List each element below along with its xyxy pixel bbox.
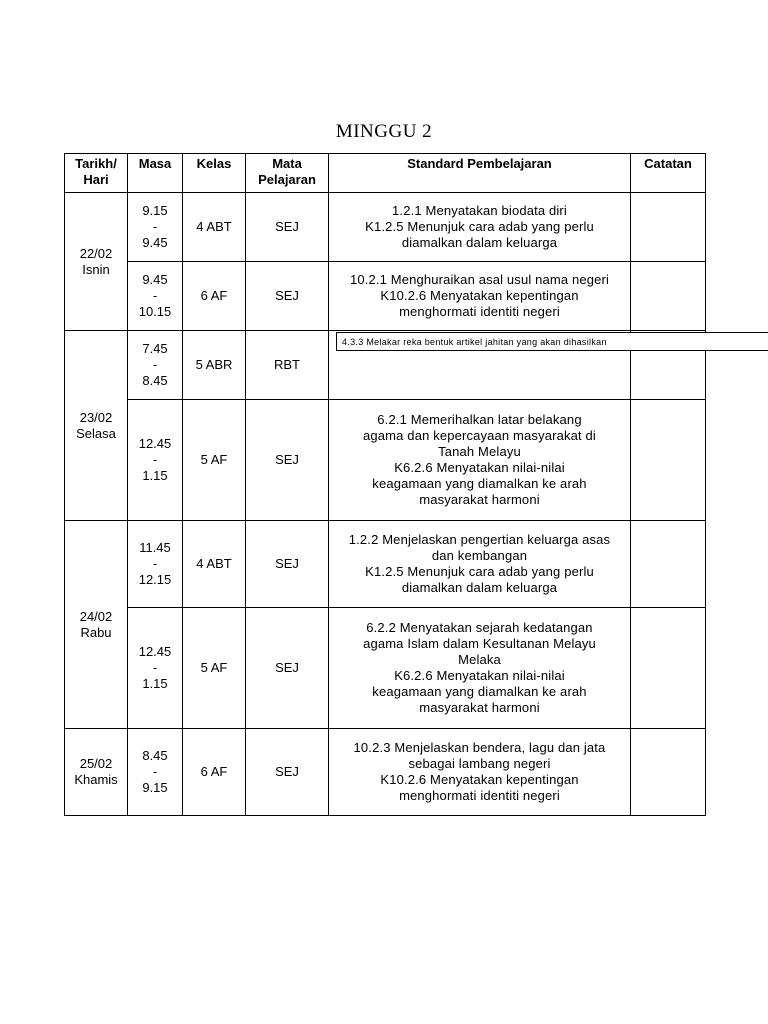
subject-cell: SEJ [246, 521, 329, 608]
class-cell: 4 ABT [183, 521, 246, 608]
standard-cell: 6.2.2 Menyatakan sejarah kedatangan agama Islam dalam Kesultanan Melayu Melaka K6.2.6 Menyatakan nilai-nilai keagamaan yang diamalkan ke arah masyarakat harmoni [329, 608, 631, 729]
standard-cell: 6.2.1 Memerihalkan latar belakang agama dan kepercayaan masyarakat di Tanah Melayu K6.2.6 Menyatakan nilai-nilai keagamaan yang diamalkan ke arah masyarakat harmoni [329, 400, 631, 521]
table-row [65, 729, 706, 816]
table-row [65, 400, 706, 521]
time-cell: 9.15 - 9.45 [128, 193, 183, 262]
date-cell: 24/02 Rabu [65, 521, 128, 729]
notes-cell [631, 608, 706, 729]
class-cell: 5 AF [183, 400, 246, 521]
date-cell: 25/02 Khamis [65, 729, 128, 816]
subject-cell: SEJ [246, 729, 329, 816]
subject-cell: SEJ [246, 400, 329, 521]
header-kelas: Kelas [183, 154, 246, 193]
standard-cell: 1.2.2 Menjelaskan pengertian keluarga asas dan kembangan K1.2.5 Menunjuk cara adab yang perlu diamalkan dalam keluarga [329, 521, 631, 608]
time-cell: 7.45 - 8.45 [128, 331, 183, 400]
subject-cell: SEJ [246, 262, 329, 331]
date-cell: 22/02 Isnin [65, 193, 128, 331]
subject-cell: SEJ [246, 608, 329, 729]
notes-cell [631, 400, 706, 521]
schedule-table [64, 153, 706, 816]
subject-cell: SEJ [246, 193, 329, 262]
notes-cell [631, 193, 706, 262]
header-row [65, 154, 706, 193]
table-row [65, 193, 706, 262]
class-cell: 5 AF [183, 608, 246, 729]
time-cell: 9.45 - 10.15 [128, 262, 183, 331]
standard-cell: 10.2.1 Menghuraikan asal usul nama negeri K10.2.6 Menyatakan kepentingan menghormati identiti negeri [329, 262, 631, 331]
notes-cell [631, 262, 706, 331]
standard-cell: 1.2.1 Menyatakan biodata diri K1.2.5 Menunjuk cara adab yang perlu diamalkan dalam keluarga [329, 193, 631, 262]
time-cell: 8.45 - 9.15 [128, 729, 183, 816]
header-tarikh: Tarikh/ Hari [65, 154, 128, 193]
time-cell: 12.45 - 1.15 [128, 400, 183, 521]
page-title: MINGGU 2 [335, 121, 433, 142]
class-cell: 6 AF [183, 729, 246, 816]
class-cell: 4 ABT [183, 193, 246, 262]
table-row [65, 521, 706, 608]
standard-cell: 10.2.3 Menjelaskan bendera, lagu dan jata sebagai lambang negeri K10.2.6 Menyatakan kepentingan menghormati identiti negeri [329, 729, 631, 816]
class-cell: 6 AF [183, 262, 246, 331]
notes-cell [631, 521, 706, 608]
header-mata-pelajaran: Mata Pelajaran [246, 154, 329, 193]
header-masa: Masa [128, 154, 183, 193]
header-standard: Standard Pembelajaran [329, 154, 631, 193]
header-catatan: Catatan [631, 154, 706, 193]
notes-cell [631, 729, 706, 816]
table-row [65, 608, 706, 729]
subject-cell: RBT [246, 331, 329, 400]
time-cell: 12.45 - 1.15 [128, 608, 183, 729]
time-cell: 11.45 - 12.15 [128, 521, 183, 608]
overlay-text-box[interactable]: 4.3.3 Melakar reka bentuk artikel jahitan yang akan dihasilkan [336, 332, 768, 351]
table-row [65, 262, 706, 331]
date-cell: 23/02 Selasa [65, 331, 128, 521]
class-cell: 5 ABR [183, 331, 246, 400]
